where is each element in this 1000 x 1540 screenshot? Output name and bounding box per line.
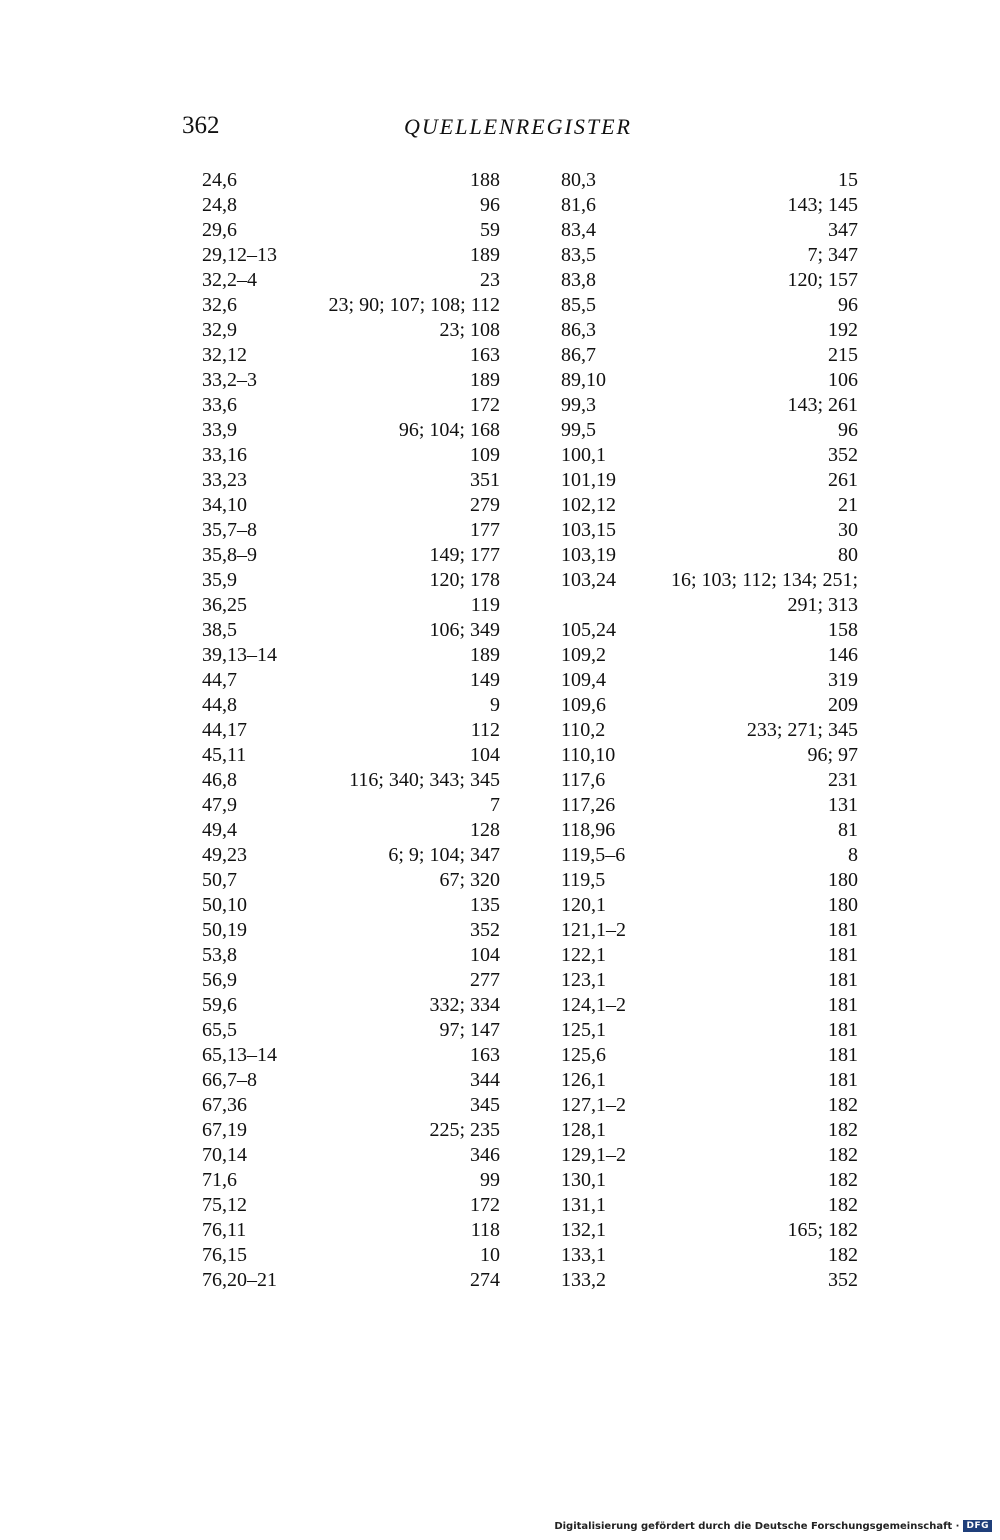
page-references: 128 — [470, 819, 500, 841]
page-references: 158 — [828, 619, 858, 641]
source-reference: 86,3 — [561, 319, 596, 341]
source-reference: 44,17 — [202, 719, 247, 741]
page-references: 181 — [828, 1019, 858, 1041]
source-reference: 109,4 — [561, 669, 606, 691]
page-references: 96; 104; 168 — [398, 419, 500, 441]
page-references: 120; 178 — [429, 569, 500, 591]
page-references: 352 — [470, 919, 500, 941]
source-reference: 39,13–14 — [202, 644, 277, 666]
index-entry — [561, 1018, 858, 1043]
index-entry — [202, 1093, 500, 1118]
page-references: 99 — [480, 1169, 500, 1191]
page-references: 345 — [470, 1094, 500, 1116]
index-entry — [202, 1193, 500, 1218]
source-reference: 47,9 — [202, 794, 237, 816]
index-column-right — [561, 168, 858, 1293]
index-entry — [561, 1068, 858, 1093]
index-entry — [561, 218, 858, 243]
index-entry — [202, 193, 500, 218]
source-reference: 103,24 — [561, 569, 616, 591]
source-reference: 71,6 — [202, 1169, 237, 1191]
source-reference: 125,6 — [561, 1044, 606, 1066]
page-references: 182 — [828, 1244, 858, 1266]
page-references: 6; 9; 104; 347 — [388, 844, 500, 866]
index-entry — [202, 718, 500, 743]
page-references: 181 — [828, 919, 858, 941]
index-column-left — [202, 168, 500, 1293]
source-reference: 110,10 — [561, 744, 616, 766]
source-reference: 83,4 — [561, 219, 596, 241]
source-reference: 50,10 — [202, 894, 247, 916]
page-references: 149; 177 — [429, 544, 500, 566]
footer-text: Digitalisierung gefördert durch die Deutsche Forschungsgemeinschaft · — [554, 1520, 960, 1532]
source-reference: 110,2 — [561, 719, 606, 741]
index-entry — [202, 468, 500, 493]
index-entry — [202, 593, 500, 618]
source-reference: 45,11 — [202, 744, 247, 766]
index-entry — [202, 968, 500, 993]
page-references: 277 — [470, 969, 500, 991]
page-references: 96; 97 — [807, 744, 858, 766]
index-entry — [561, 568, 858, 593]
index-entry — [561, 693, 858, 718]
page-references: 291; 313 — [787, 594, 858, 616]
index-entry — [561, 668, 858, 693]
page-references: 9 — [490, 694, 500, 716]
page-references: 181 — [828, 944, 858, 966]
running-title: QUELLENREGISTER — [404, 114, 632, 139]
index-entry — [202, 318, 500, 343]
index-entry — [561, 393, 858, 418]
page-references: 231 — [828, 769, 858, 791]
index-entry — [202, 918, 500, 943]
index-entry — [561, 643, 858, 668]
source-reference: 32,12 — [202, 344, 247, 366]
index-entry — [202, 368, 500, 393]
source-reference: 133,1 — [561, 1244, 606, 1266]
page-references: 81 — [838, 819, 858, 841]
page-references: 181 — [828, 1069, 858, 1091]
page-references: 131 — [828, 794, 858, 816]
index-entry — [202, 868, 500, 893]
index-entry — [202, 618, 500, 643]
source-reference: 119,5 — [561, 869, 606, 891]
page-references: 97; 147 — [439, 1019, 500, 1041]
page-references: 181 — [828, 994, 858, 1016]
index-entry — [202, 1168, 500, 1193]
source-reference: 101,19 — [561, 469, 616, 491]
source-reference: 86,7 — [561, 344, 596, 366]
source-reference: 132,1 — [561, 1219, 606, 1241]
index-entry — [202, 1218, 500, 1243]
page-references: 15 — [838, 169, 858, 191]
index-entry — [202, 343, 500, 368]
source-reference: 35,8–9 — [202, 544, 257, 566]
page-references: 135 — [470, 894, 500, 916]
page-references: 23; 108 — [439, 319, 500, 341]
index-entry — [561, 968, 858, 993]
page-references: 182 — [828, 1169, 858, 1191]
source-reference: 36,25 — [202, 594, 247, 616]
page-references: 143; 261 — [787, 394, 858, 416]
index-entry — [202, 218, 500, 243]
source-reference: 76,20–21 — [202, 1269, 277, 1291]
index-entry — [202, 1068, 500, 1093]
page-references: 344 — [470, 1069, 500, 1091]
page-references: 261 — [828, 469, 858, 491]
index-entry — [561, 943, 858, 968]
page-references: 332; 334 — [429, 994, 500, 1016]
index-entry — [202, 1018, 500, 1043]
page-references: 96 — [480, 194, 500, 216]
index-entry — [561, 1193, 858, 1218]
index-entry — [202, 1118, 500, 1143]
page-references: 352 — [828, 1269, 858, 1291]
source-reference: 76,11 — [202, 1219, 247, 1241]
page-references: 182 — [828, 1144, 858, 1166]
page-references: 189 — [470, 369, 500, 391]
index-entry — [202, 743, 500, 768]
page-references: 189 — [470, 244, 500, 266]
page-references: 172 — [470, 1194, 500, 1216]
source-reference: 126,1 — [561, 1069, 606, 1091]
index-entry — [202, 543, 500, 568]
page-references: 23; 90; 107; 108; 112 — [328, 294, 500, 316]
source-reference: 118,96 — [561, 819, 616, 841]
page-references: 225; 235 — [429, 1119, 500, 1141]
source-reference: 117,6 — [561, 769, 606, 791]
page-references: 182 — [828, 1119, 858, 1141]
index-entry — [561, 243, 858, 268]
index-entry — [561, 1218, 858, 1243]
page-references: 104 — [470, 944, 500, 966]
index-entry — [202, 393, 500, 418]
page-references: 59 — [480, 219, 500, 241]
index-entry — [202, 443, 500, 468]
index-entry — [202, 693, 500, 718]
index-entry — [561, 843, 858, 868]
index-entry — [561, 268, 858, 293]
index-entry — [202, 418, 500, 443]
page-references: 346 — [470, 1144, 500, 1166]
page-references: 347 — [828, 219, 858, 241]
index-entry — [202, 168, 500, 193]
source-reference: 120,1 — [561, 894, 606, 916]
source-reference: 100,1 — [561, 444, 606, 466]
index-entry — [202, 993, 500, 1018]
source-reference: 67,36 — [202, 1094, 247, 1116]
index-entry — [561, 1093, 858, 1118]
index-entry — [202, 493, 500, 518]
source-reference: 33,23 — [202, 469, 247, 491]
index-entry — [202, 943, 500, 968]
index-entry — [561, 168, 858, 193]
page-references: 106 — [828, 369, 858, 391]
index-entry — [561, 418, 858, 443]
page-references: 177 — [470, 519, 500, 541]
page-references: 96 — [838, 294, 858, 316]
index-entry — [202, 1243, 500, 1268]
index-entry — [561, 1243, 858, 1268]
index-entry — [202, 1043, 500, 1068]
index-entry — [561, 718, 858, 743]
page-references: 165; 182 — [787, 1219, 858, 1241]
source-reference: 29,12–13 — [202, 244, 277, 266]
source-reference: 83,8 — [561, 269, 596, 291]
source-reference: 117,26 — [561, 794, 616, 816]
source-reference: 127,1–2 — [561, 1094, 626, 1116]
index-entry — [561, 543, 858, 568]
index-entry — [202, 818, 500, 843]
source-reference: 83,5 — [561, 244, 596, 266]
index-entry — [561, 593, 858, 618]
source-reference: 46,8 — [202, 769, 237, 791]
page-references: 106; 349 — [429, 619, 500, 641]
source-reference: 65,5 — [202, 1019, 237, 1041]
index-entry — [202, 768, 500, 793]
page-references: 192 — [828, 319, 858, 341]
index-entry — [561, 443, 858, 468]
source-reference: 124,1–2 — [561, 994, 626, 1016]
source-reference: 33,16 — [202, 444, 247, 466]
index-entry — [202, 793, 500, 818]
page-references: 67; 320 — [439, 869, 500, 891]
page-references: 180 — [828, 869, 858, 891]
source-reference: 119,5–6 — [561, 844, 626, 866]
index-entry — [202, 1143, 500, 1168]
source-reference: 34,10 — [202, 494, 247, 516]
page-references: 143; 145 — [787, 194, 858, 216]
source-reference: 32,6 — [202, 294, 237, 316]
source-reference: 35,9 — [202, 569, 237, 591]
source-reference: 121,1–2 — [561, 919, 626, 941]
index-entry — [561, 1168, 858, 1193]
page-references: 104 — [470, 744, 500, 766]
source-reference: 103,15 — [561, 519, 616, 541]
source-reference: 102,12 — [561, 494, 616, 516]
index-entry — [202, 893, 500, 918]
index-entry — [561, 318, 858, 343]
page-references: 215 — [828, 344, 858, 366]
source-reference: 66,7–8 — [202, 1069, 257, 1091]
page-references: 7; 347 — [807, 244, 858, 266]
index-entry — [561, 768, 858, 793]
index-entry — [561, 468, 858, 493]
page-references: 109 — [470, 444, 500, 466]
source-reference: 70,14 — [202, 1144, 247, 1166]
dfg-logo: DFG — [963, 1520, 992, 1532]
source-reference: 109,6 — [561, 694, 606, 716]
source-reference: 32,2–4 — [202, 269, 257, 291]
page-references: 7 — [490, 794, 500, 816]
source-reference: 85,5 — [561, 294, 596, 316]
index-entry — [561, 818, 858, 843]
source-reference: 33,9 — [202, 419, 237, 441]
source-reference: 123,1 — [561, 969, 606, 991]
index-entry — [561, 1268, 858, 1293]
page-references: 181 — [828, 969, 858, 991]
index-entry — [561, 918, 858, 943]
source-reference: 125,1 — [561, 1019, 606, 1041]
index-entry — [202, 268, 500, 293]
page-references: 182 — [828, 1194, 858, 1216]
index-entry — [561, 868, 858, 893]
index-entry — [202, 518, 500, 543]
page-references: 172 — [470, 394, 500, 416]
page-references: 182 — [828, 1094, 858, 1116]
page-references: 120; 157 — [787, 269, 858, 291]
index-entry — [561, 368, 858, 393]
source-reference: 109,2 — [561, 644, 606, 666]
source-reference: 128,1 — [561, 1119, 606, 1141]
source-reference: 49,4 — [202, 819, 237, 841]
source-reference: 122,1 — [561, 944, 606, 966]
page-number: 362 — [182, 112, 220, 139]
page-references: 149 — [470, 669, 500, 691]
index-entry — [561, 743, 858, 768]
index-entry — [202, 568, 500, 593]
page-references: 119 — [470, 594, 500, 616]
page-references: 189 — [470, 644, 500, 666]
source-reference: 99,5 — [561, 419, 596, 441]
page-references: 116; 340; 343; 345 — [349, 769, 500, 791]
index-entry — [561, 993, 858, 1018]
source-reference: 38,5 — [202, 619, 237, 641]
source-reference: 133,2 — [561, 1269, 606, 1291]
source-reference: 105,24 — [561, 619, 616, 641]
source-reference: 35,7–8 — [202, 519, 257, 541]
index-entry — [561, 1043, 858, 1068]
source-reference: 50,7 — [202, 869, 237, 891]
index-entry — [561, 618, 858, 643]
source-reference: 75,12 — [202, 1194, 247, 1216]
page-references: 351 — [470, 469, 500, 491]
index-entry — [561, 893, 858, 918]
page-references: 16; 103; 112; 134; 251; — [670, 569, 858, 591]
index-entry — [561, 193, 858, 218]
page-references: 80 — [838, 544, 858, 566]
source-reference: 99,3 — [561, 394, 596, 416]
index-entry — [561, 293, 858, 318]
source-reference: 76,15 — [202, 1244, 247, 1266]
index-entry — [561, 1143, 858, 1168]
page-references: 163 — [470, 1044, 500, 1066]
source-reference: 44,8 — [202, 694, 237, 716]
index-entry — [202, 843, 500, 868]
page-references: 118 — [470, 1219, 500, 1241]
index-entry — [561, 343, 858, 368]
index-entry — [202, 293, 500, 318]
page-references: 181 — [828, 1044, 858, 1066]
source-reference: 130,1 — [561, 1169, 606, 1191]
page-references: 209 — [828, 694, 858, 716]
index-entry — [202, 668, 500, 693]
index-entry — [561, 1118, 858, 1143]
source-reference: 32,9 — [202, 319, 237, 341]
index-entry — [561, 493, 858, 518]
index-entry — [202, 243, 500, 268]
page-references: 163 — [470, 344, 500, 366]
source-reference: 81,6 — [561, 194, 596, 216]
source-reference: 33,6 — [202, 394, 237, 416]
index-entry — [561, 793, 858, 818]
page-references: 30 — [838, 519, 858, 541]
page-references: 146 — [828, 644, 858, 666]
page-references: 112 — [470, 719, 500, 741]
source-reference: 24,6 — [202, 169, 237, 191]
source-reference: 56,9 — [202, 969, 237, 991]
source-reference: 49,23 — [202, 844, 247, 866]
index-entry — [561, 518, 858, 543]
page-references: 10 — [480, 1244, 500, 1266]
index-entry — [202, 1268, 500, 1293]
page-references: 21 — [838, 494, 858, 516]
source-reference: 33,2–3 — [202, 369, 257, 391]
source-reference: 89,10 — [561, 369, 606, 391]
page-references: 279 — [470, 494, 500, 516]
source-reference: 80,3 — [561, 169, 596, 191]
source-reference: 129,1–2 — [561, 1144, 626, 1166]
page-references: 233; 271; 345 — [746, 719, 858, 741]
source-reference: 50,19 — [202, 919, 247, 941]
page-references: 188 — [470, 169, 500, 191]
source-reference: 24,8 — [202, 194, 237, 216]
page-references: 352 — [828, 444, 858, 466]
source-reference: 65,13–14 — [202, 1044, 277, 1066]
page-references: 319 — [828, 669, 858, 691]
page-references: 274 — [470, 1269, 500, 1291]
source-reference: 103,19 — [561, 544, 616, 566]
page-references: 96 — [838, 419, 858, 441]
page-references: 8 — [848, 844, 858, 866]
page-references: 180 — [828, 894, 858, 916]
source-reference: 67,19 — [202, 1119, 247, 1141]
digitization-footer — [554, 1520, 992, 1532]
source-reference: 44,7 — [202, 669, 237, 691]
index-entry — [202, 643, 500, 668]
source-reference: 29,6 — [202, 219, 237, 241]
source-reference: 53,8 — [202, 944, 237, 966]
source-reference: 131,1 — [561, 1194, 606, 1216]
source-reference: 59,6 — [202, 994, 237, 1016]
page-references: 23 — [480, 269, 500, 291]
